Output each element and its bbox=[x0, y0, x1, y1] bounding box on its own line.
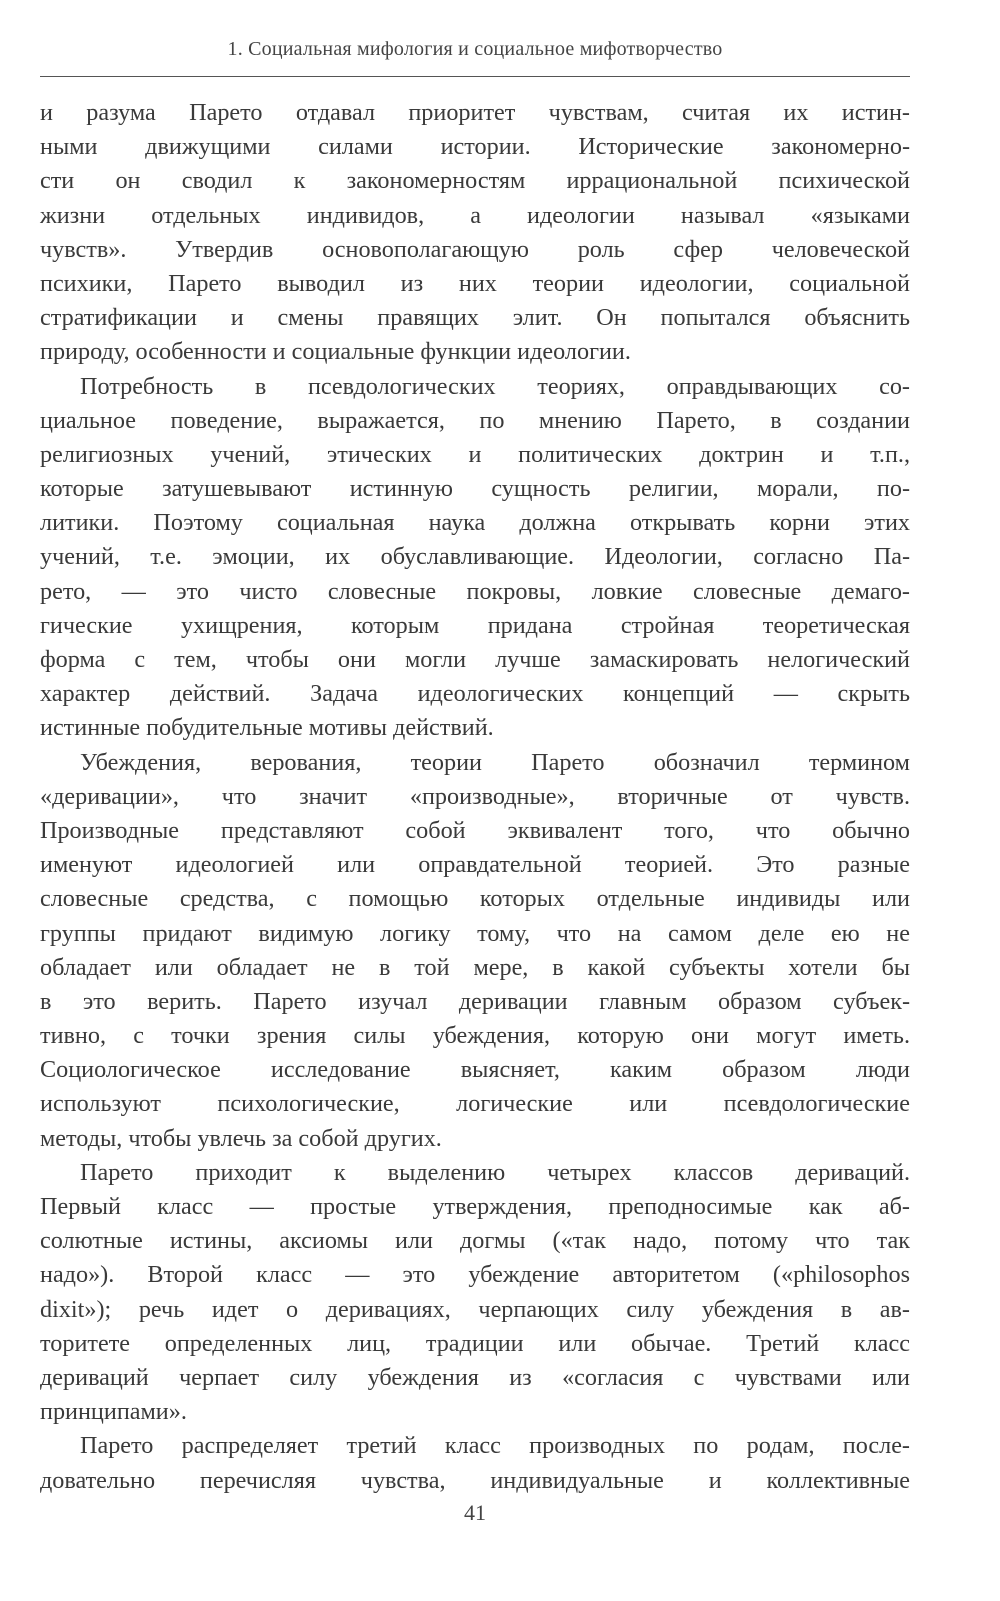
text-line: методы, чтобы увлечь за собой других. bbox=[40, 1124, 442, 1152]
text-line: Потребность в псевдологических теориях, оправдывающих со- bbox=[80, 372, 910, 400]
paragraph bbox=[40, 96, 910, 370]
text-line: учений, т.е. эмоции, их обуславливающие. Идеологии, согласно Па- bbox=[40, 543, 910, 571]
page-number: 41 bbox=[464, 1500, 486, 1525]
text-line: группы придают видимую логику тому, что на самом деле ею не bbox=[40, 919, 910, 947]
text-line: чувств». Утвердив основополагающую роль сфер человеческой bbox=[40, 235, 910, 263]
text-line: природу, особенности и социальные функции идеологии. bbox=[40, 338, 631, 366]
text-line: используют психологические, логические или псевдологические bbox=[40, 1090, 910, 1118]
text-line: солютные истины, аксиомы или догмы («так надо, потому что так bbox=[40, 1227, 910, 1255]
header-rule bbox=[40, 76, 910, 77]
text-line: ными движущими силами истории. Исторические закономерно- bbox=[40, 133, 910, 161]
text-line: форма с тем, чтобы они могли лучше замаскировать нелогический bbox=[40, 646, 910, 673]
paragraph bbox=[40, 370, 910, 746]
text-line: Убеждения, верования, теории Парето обозначил термином bbox=[80, 748, 910, 776]
text-line: истинные побудительные мотивы действий. bbox=[40, 714, 494, 742]
text-line: Социологическое исследование выясняет, каким образом люди bbox=[40, 1056, 910, 1084]
text-line: сти он сводил к закономерностям иррациональной психической bbox=[40, 167, 910, 195]
text-line: характер действий. Задача идеологических концепций — скрыть bbox=[40, 680, 910, 708]
text-line: дериваций черпает силу убеждения из «согласия с чувствами или bbox=[40, 1363, 910, 1391]
text-line: рето, — это чисто словесные покровы, ловкие словесные демаго- bbox=[40, 577, 910, 605]
text-line: стратификации и смены правящих элит. Он попытался объяснить bbox=[40, 304, 910, 332]
text-line: тивно, с точки зрения силы убеждения, которую они могут иметь. bbox=[40, 1022, 910, 1050]
paragraph bbox=[40, 1156, 910, 1430]
text-line: «деривации», что значит «производные», вторичные от чувств. bbox=[40, 782, 910, 810]
text-line: циальное поведение, выражается, по мнению Парето, в создании bbox=[40, 406, 910, 434]
text-line: надо»). Второй класс — это убеждение авторитетом («philosophos bbox=[40, 1261, 910, 1289]
text-line: и разума Парето отдавал приоритет чувствам, считая их истин- bbox=[40, 99, 910, 126]
text-line: принципами». bbox=[40, 1398, 187, 1426]
text-line: словесные средства, с помощью которых отдельные индивиды или bbox=[40, 885, 910, 913]
text-line: религиозных учений, этических и политических доктрин и т.п., bbox=[40, 440, 910, 468]
text-line: жизни отдельных индивидов, а идеологии называл «языками bbox=[40, 201, 910, 229]
text-line: которые затушевывают истинную сущность религии, морали, по- bbox=[40, 475, 910, 503]
text-line: торитете определенных лиц, традиции или обычае. Третий класс bbox=[40, 1329, 910, 1357]
text-line: Парето приходит к выделению четырех классов дериваций. bbox=[80, 1158, 910, 1186]
text-line: Первый класс — простые утверждения, преподносимые как аб- bbox=[40, 1193, 910, 1220]
paragraph bbox=[40, 1429, 910, 1497]
text-line: довательно перечисляя чувства, индивидуальные и коллективные bbox=[40, 1466, 910, 1494]
paragraph bbox=[40, 746, 910, 1156]
text-line: обладает или обладает не в той мере, в какой субъекты хотели бы bbox=[40, 953, 910, 981]
text-line: именуют идеологией или оправдательной теорией. Это разные bbox=[40, 851, 910, 879]
running-head: 1. Социальная мифология и социальное мифотворчество bbox=[227, 38, 723, 60]
text-line: Производные представляют собой эквивалент того, что обычно bbox=[40, 816, 910, 844]
body-text bbox=[40, 96, 910, 1498]
text-line: в это верить. Парето изучал деривации главным образом субъек- bbox=[40, 987, 910, 1015]
text-line: литики. Поэтому социальная наука должна открывать корни этих bbox=[40, 509, 910, 537]
text-line: гические ухищрения, которым придана стройная теоретическая bbox=[40, 611, 910, 639]
text-line: Парето распределяет третий класс производных по родам, после- bbox=[80, 1432, 910, 1460]
text-line: психики, Парето выводил из них теории идеологии, социальной bbox=[40, 269, 910, 297]
text-line: dixit»); речь идет о деривациях, черпающих силу убеждения в ав- bbox=[40, 1295, 910, 1323]
